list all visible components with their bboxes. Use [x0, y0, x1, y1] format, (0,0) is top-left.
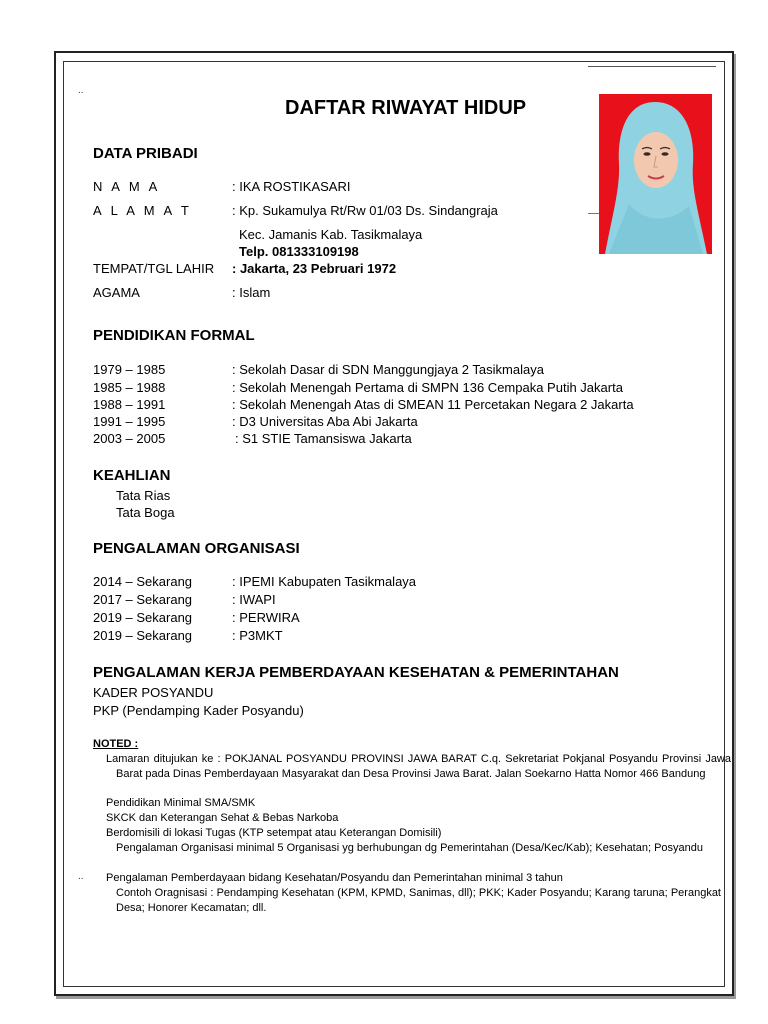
- margin-mark: ..: [78, 871, 84, 882]
- portrait-photo-icon: [599, 94, 712, 254]
- education-years: 2003 – 2005: [93, 431, 166, 446]
- education-school: : D3 Universitas Aba Abi Jakarta: [232, 414, 418, 429]
- organization-years: 2019 – Sekarang: [93, 610, 193, 625]
- skill-item: Tata Rias: [116, 488, 171, 503]
- noted-item-skck: SKCK dan Keterangan Sehat & Bebas Narkoba: [106, 812, 339, 824]
- profile-photo: [599, 94, 712, 254]
- value-nama: : IKA ROSTIKASARI: [232, 179, 351, 194]
- education-school: : Sekolah Dasar di SDN Manggungjaya 2 Tasikmalaya: [232, 362, 544, 377]
- education-school: : S1 STIE Tamansiswa Jakarta: [235, 431, 412, 446]
- header-rule: [588, 66, 716, 67]
- organization-name: : IPEMI Kabupaten Tasikmalaya: [232, 574, 417, 589]
- noted-item-pengalaman-organisasi: Pengalaman Organisasi minimal 5 Organisasi yg berhubungan dg Pemerintahan (Desa/Kec/Kab); Kesehatan; Posyandu: [116, 842, 704, 854]
- label-nama: N A M A: [93, 179, 161, 194]
- organization-years: 2014 – Sekarang: [93, 574, 193, 589]
- margin-mark: ..: [78, 85, 84, 96]
- education-years: 1988 – 1991: [93, 397, 166, 412]
- section-heading-keahlian: KEAHLIAN: [93, 467, 171, 484]
- noted-item-pendidikan: Pendidikan Minimal SMA/SMK: [106, 797, 256, 809]
- education-years: 1985 – 1988: [93, 380, 166, 395]
- education-school: : Sekolah Menengah Pertama di SMPN 136 Cempaka Putih Jakarta: [232, 380, 623, 395]
- value-telp: Telp. 081333109198: [239, 244, 359, 259]
- organization-name: : IWAPI: [232, 592, 276, 607]
- section-heading-organisasi: PENGALAMAN ORGANISASI: [93, 540, 300, 557]
- value-tempat-tgl-lahir: : Jakarta, 23 Pebruari 1972: [232, 261, 397, 276]
- organization-name: : P3MKT: [232, 628, 283, 643]
- section-heading-pendidikan: PENDIDIKAN FORMAL: [93, 327, 255, 344]
- noted-heading: NOTED :: [93, 738, 139, 750]
- education-years: 1991 – 1995: [93, 414, 166, 429]
- organization-name: : PERWIRA: [232, 610, 300, 625]
- education-years: 1979 – 1985: [93, 362, 166, 377]
- noted-item-contoh-organisasi: Contoh Oragnisasi : Pendamping Kesehatan (KPM, KPMD, Sanimas, dll); PKK; Kader Posyandu; Karang taruna; Perangkat Desa; Honorer Kecamatan; dll.: [116, 887, 721, 914]
- section-heading-kerja: PENGALAMAN KERJA PEMBERDAYAAN KESEHATAN & PEMERINTAHAN: [93, 664, 619, 681]
- organization-years: 2019 – Sekarang: [93, 628, 193, 643]
- label-alamat: A L A M A T: [93, 203, 192, 218]
- value-alamat-line1: : Kp. Sukamulya Rt/Rw 01/03 Ds. Sindangraja: [232, 203, 498, 218]
- value-agama: : Islam: [232, 285, 271, 300]
- noted-item-domisili: Berdomisili di lokasi Tugas (KTP setempat atau Keterangan Domisili): [106, 827, 442, 839]
- value-alamat-line2: Kec. Jamanis Kab. Tasikmalaya: [239, 227, 423, 242]
- document-title: DAFTAR RIWAYAT HIDUP: [285, 97, 527, 119]
- education-school: : Sekolah Menengah Atas di SMEAN 11 Percetakan Negara 2 Jakarta: [232, 397, 634, 412]
- noted-item-pengalaman-pemberdayaan: Pengalaman Pemberdayaan bidang Kesehatan/Posyandu dan Pemerintahan minimal 3 tahun: [106, 872, 563, 884]
- label-agama: AGAMA: [93, 285, 140, 300]
- noted-item-lamaran: Lamaran ditujukan ke : POKJANAL POSYANDU PROVINSI JAWA BARAT C.q. Sekretariat Pokjanal Posyandu Provinsi Jawa Barat pada Dinas Pemberdayaan Masyarakat dan Desa Provinsi Jawa Barat. Jalan Soekarno Hatta Nomor 466 Bandung: [106, 753, 731, 780]
- skill-item: Tata Boga: [116, 505, 175, 520]
- work-item: KADER POSYANDU: [93, 685, 214, 700]
- section-heading-data-pribadi: DATA PRIBADI: [93, 145, 198, 162]
- work-item: PKP (Pendamping Kader Posyandu): [93, 703, 304, 718]
- organization-years: 2017 – Sekarang: [93, 592, 193, 607]
- label-tempat-tgl-lahir: TEMPAT/TGL LAHIR: [93, 261, 215, 276]
